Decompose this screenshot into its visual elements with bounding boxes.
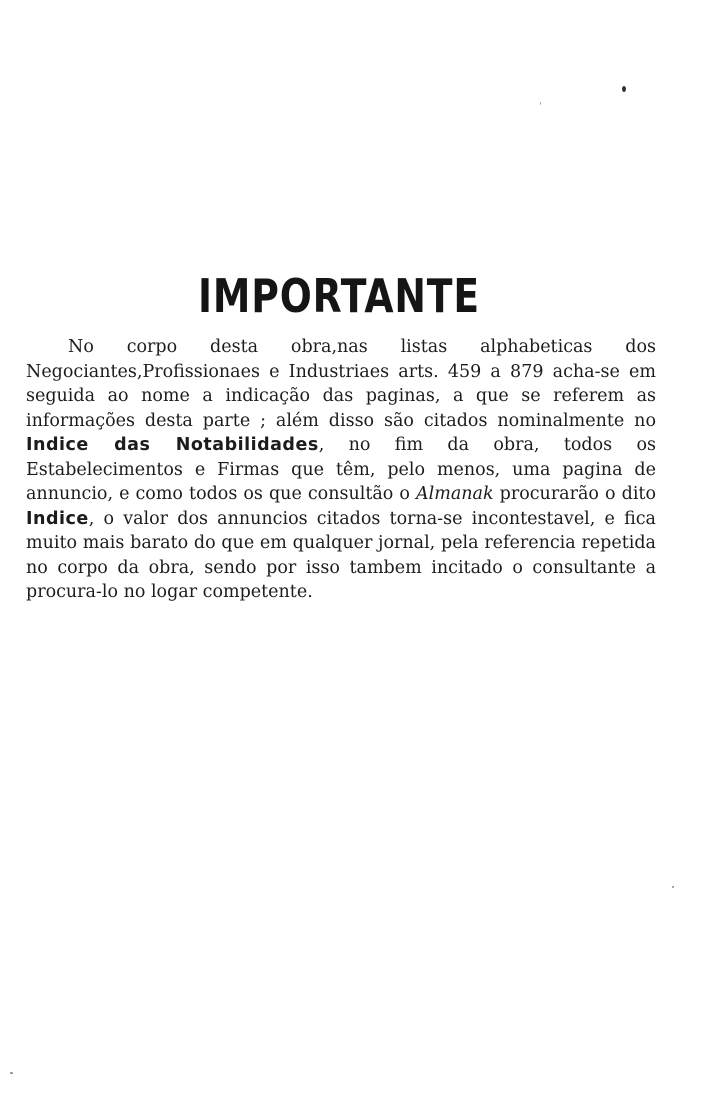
- paper-speck: [672, 886, 674, 888]
- paper-speck: [622, 86, 626, 92]
- page-heading: IMPORTANTE: [198, 269, 480, 323]
- index-reference: Indice: [26, 508, 89, 529]
- almanak-title: Almanak: [416, 484, 494, 504]
- paragraph-text-4: , o valor dos annuncios citados torna-se incontestavel, e fica muito mais barato do que em qualquer jornal, pela referencia repetida no corpo da obra, sendo por isso tambem incitado o consultante a procura-lo no logar competente.: [26, 508, 656, 602]
- paper-speck: [540, 102, 541, 105]
- paragraph-text-3: procurarão o dito: [493, 484, 656, 504]
- notice-paragraph: [26, 335, 656, 605]
- index-notabilidades-reference: Indice das Notabilidades: [26, 435, 319, 455]
- paragraph-text-1: No corpo desta obra,nas listas alphabeticas dos Negociantes,Profissionaes e Industriaes arts. 459 a 879 acha-se em seguida ao nome a indicação das paginas, a que se referem as informações desta parte ; além disso são citados nominalmente no: [26, 337, 656, 431]
- paragraph-text-2: , no fim da obra, todos os Estabelecimentos e Firmas que têm, pelo menos, uma pagina de annuncio, e como todos os que consultão o: [26, 435, 656, 504]
- paper-speck: [10, 1072, 13, 1074]
